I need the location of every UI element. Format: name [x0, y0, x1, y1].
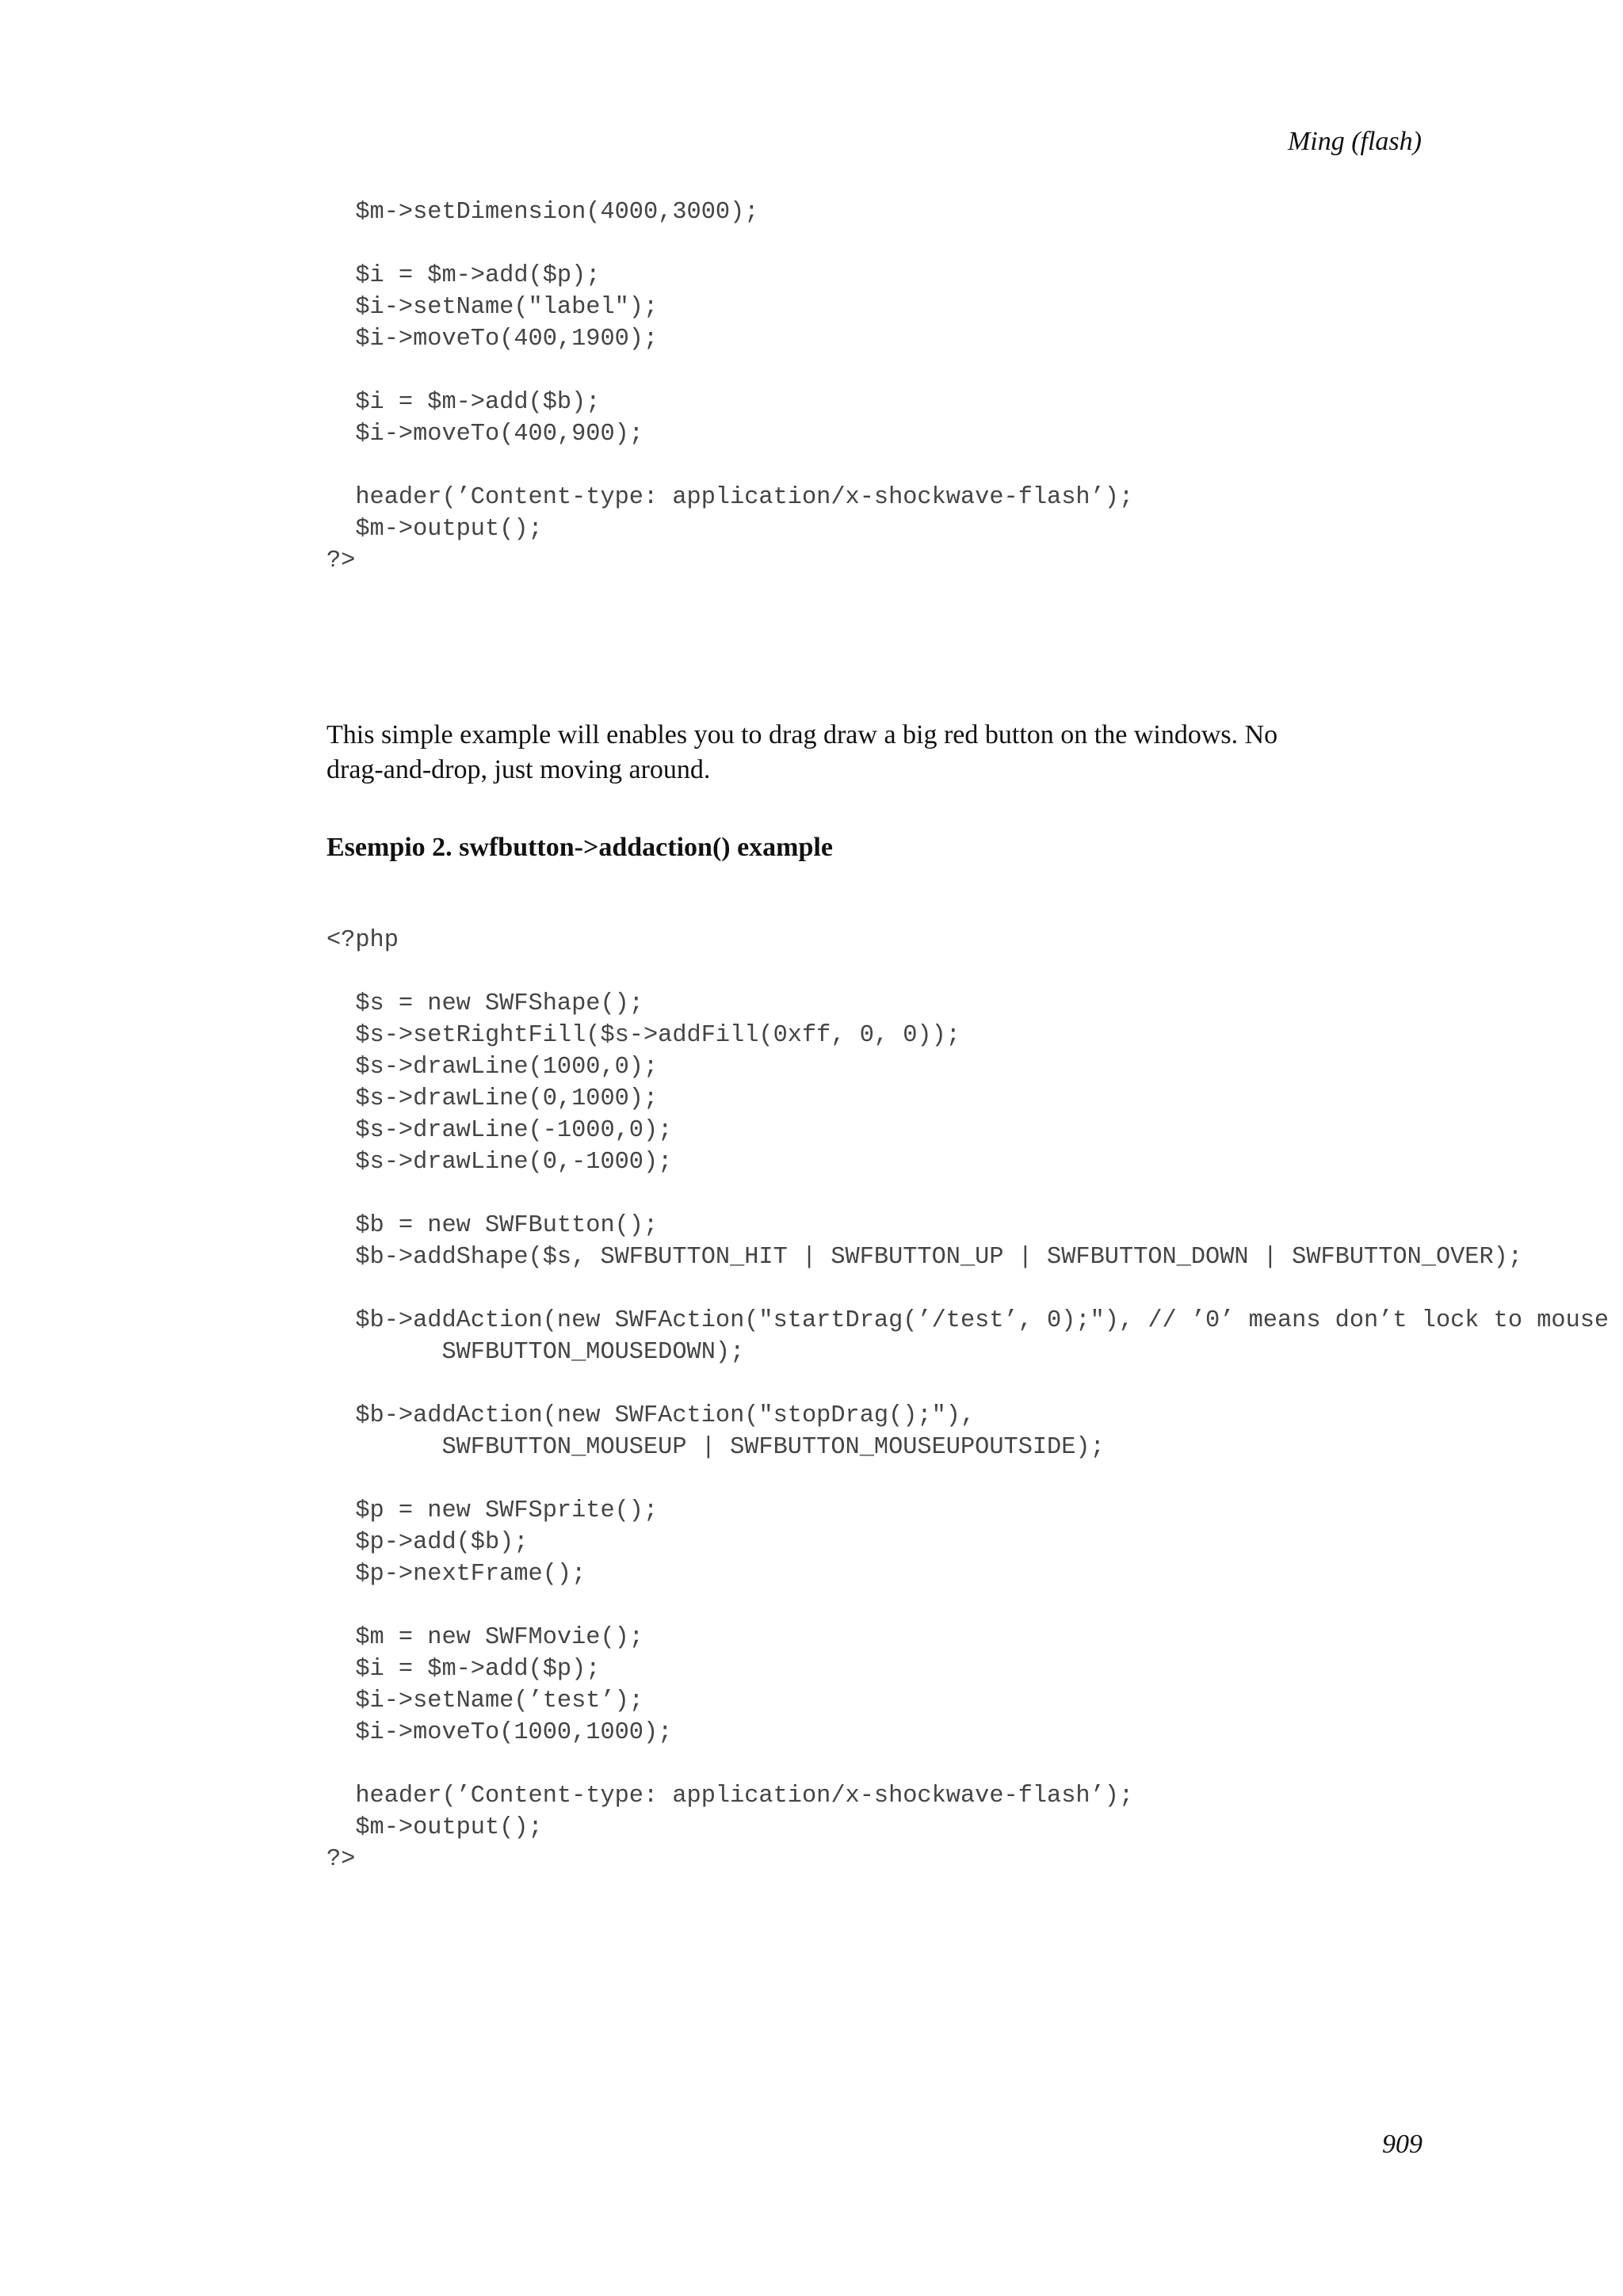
example-title: Esempio 2. swfbutton->addaction() example [327, 833, 833, 862]
code-block-continued: $m->setDimension(4000,3000); $i = $m->add($p); $i->setName("label"); $i->moveTo(400,1900); $i = $m->add($b); $i->moveTo(400,900); header(’Content-type: application/x-shockwave-flash’); $m->output(); ?> [327, 199, 1134, 574]
body-paragraph: This simple example will enables you to drag draw a big red button on the windows. No drag-and-drop, just moving around. [327, 720, 1278, 784]
code-block-example: <?php $s = new SWFShape(); $s->setRightFill($s->addFill(0xff, 0, 0)); $s->drawLine(1000,0); $s->drawLine(0,1000); $s->drawLine(-1000,0); $s->drawLine(0,-1000); $b = new SWFButton(); $b->addShape($s, SWFBUTTON_HIT | SWFBUTTON_UP | SWFBUTTON_DOWN | SWFBUTTON_OVER); $b->addAction(new SWFAction("startDrag(’/test’, 0);"), // ’0’ means don’t lock to mouse SWFBUTTON_MOUSEDOWN); $b->addAction(new SWFAction("stopDrag();"), SWFBUTTON_MOUSEUP | SWFBUTTON_MOUSEUPOUTSIDE); $p = new SWFSprite(); $p->add($b); $p->nextFrame(); $m = new SWFMovie(); $i = $m->add($p); $i->setName(’test’); $i->moveTo(1000,1000); header(’Content-type: application/x-shockwave-flash’); $m->output(); ?> [327, 927, 1610, 1873]
page-number: 909 [1382, 2130, 1423, 2159]
running-header: Ming (flash) [1287, 127, 1422, 156]
